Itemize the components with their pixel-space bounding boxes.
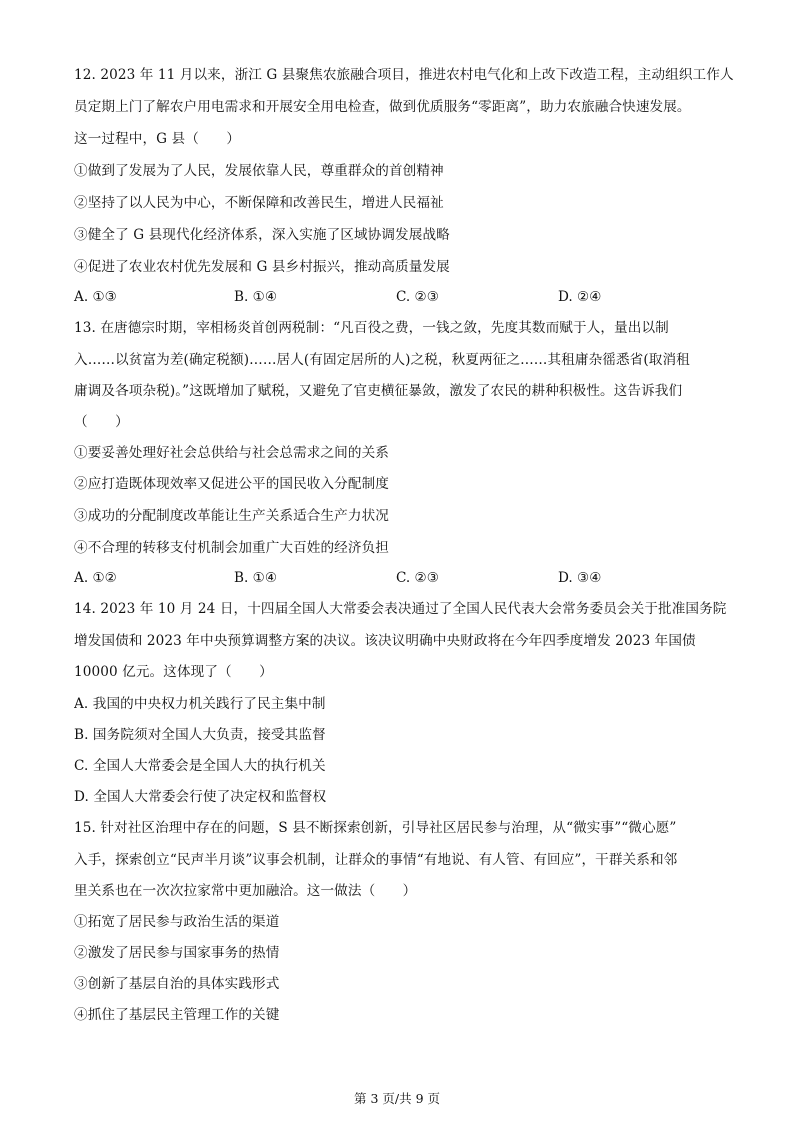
q15-statement-1: ①拓宽了居民参与政治生活的渠道 [74,914,280,930]
q12-statement-2: ②坚持了以人民为中心，不断保障和改善民生，增进人民福祉 [74,195,444,211]
q15-stem-line-1: 15. 针对社区治理中存在的问题，S 县不断探索创新，引导社区居民参与治理，从“微实事”“微心愿” [74,820,677,836]
q15-statement-4: ④抓住了基层民主管理工作的关键 [74,1007,280,1023]
q15-statement-3: ③创新了基层自治的具体实践形式 [74,976,280,992]
q13-choice-d: D. ③④ [558,570,602,586]
q14-option-a: A. 我国的中央权力机关践行了民主集中制 [74,696,326,712]
q12-choice-a: A. ①③ [74,289,117,305]
q15-stem-line-3: 里关系也在一次次拉家常中更加融洽。这一做法（ ） [74,883,417,899]
q14-option-d: D. 全国人大常委会行使了决定权和监督权 [74,789,327,805]
q13-stem-line-3: 庸调及各项杂税)。”这既增加了赋税，又避免了官吏横征暴敛，激发了农民的耕种积极性。这告诉我们 [74,383,683,399]
q14-stem-line-1: 14. 2023 年 10 月 24 日，十四届全国人大常委会表决通过了全国人民代表大会常务委员会关于批准国务院 [74,601,727,617]
q12-statement-1: ①做到了发展为了人民，发展依靠人民，尊重群众的首创精神 [74,163,444,179]
page-footer: 第 3 页/共 9 页 [353,1091,440,1106]
q14-option-b: B. 国务院须对全国人大负责，接受其监督 [74,727,326,743]
q13-stem-line-2: 入……以贫富为差(确定税额)……居人(有固定居所的人)之税，秋夏两征之……其租庸杂徭悉省(取消租 [74,352,690,368]
q12-statement-4: ④促进了农业农村优先发展和 G 县乡村振兴，推动高质量发展 [74,259,450,275]
q13-choice-a: A. ①② [74,570,117,586]
q13-stem-line-1: 13. 在唐德宗时期，宰相杨炎首创两税制：“凡百役之费，一钱之敛，先度其数而赋于人，量出以制 [74,320,669,336]
q12-stem-line-1: 12. 2023 年 11 月以来，浙江 G 县聚焦农旅融合项目，推进农村电气化和上改下改造工程，主动组织工作人 [74,67,734,83]
q13-choice-b: B. ①④ [234,570,278,586]
q14-stem-line-3: 10000 亿元。这体现了（ ） [74,664,273,680]
q12-choice-c: C. ②③ [396,289,439,305]
q13-statement-4: ④不合理的转移支付机制会加重广大百姓的经济负担 [74,540,389,556]
q14-option-c: C. 全国人大常委会是全国人大的执行机关 [74,758,326,774]
q15-statement-2: ②激发了居民参与国家事务的热情 [74,945,280,961]
q13-statement-1: ①要妥善处理好社会总供给与社会总需求之间的关系 [74,445,389,461]
q12-choice-d: D. ②④ [558,289,602,305]
q13-statement-3: ③成功的分配制度改革能让生产关系适合生产力状况 [74,508,389,524]
q13-stem-line-4: （ ） [74,414,129,430]
q13-choice-c: C. ②③ [396,570,439,586]
q12-stem-line-2: 员定期上门了解农户用电需求和开展安全用电检查，做到优质服务“零距离”，助力农旅融合快速发展。 [74,99,691,115]
q13-statement-2: ②应打造既体现效率又促进公平的国民收入分配制度 [74,476,389,492]
q12-choice-b: B. ①④ [234,289,278,305]
q12-statement-3: ③健全了 G 县现代化经济体系，深入实施了区域协调发展战略 [74,227,450,243]
q15-stem-line-2: 入手，探索创立“民声半月谈”议事会机制，让群众的事情“有地说、有人管、有回应”，干群关系和邻 [74,852,678,868]
q14-stem-line-2: 增发国债和 2023 年中央预算调整方案的决议。该决议明确中央财政将在今年四季度增发 2023 年国债 [74,633,696,649]
q12-stem-line-3: 这一过程中，G 县（ ） [74,131,241,147]
